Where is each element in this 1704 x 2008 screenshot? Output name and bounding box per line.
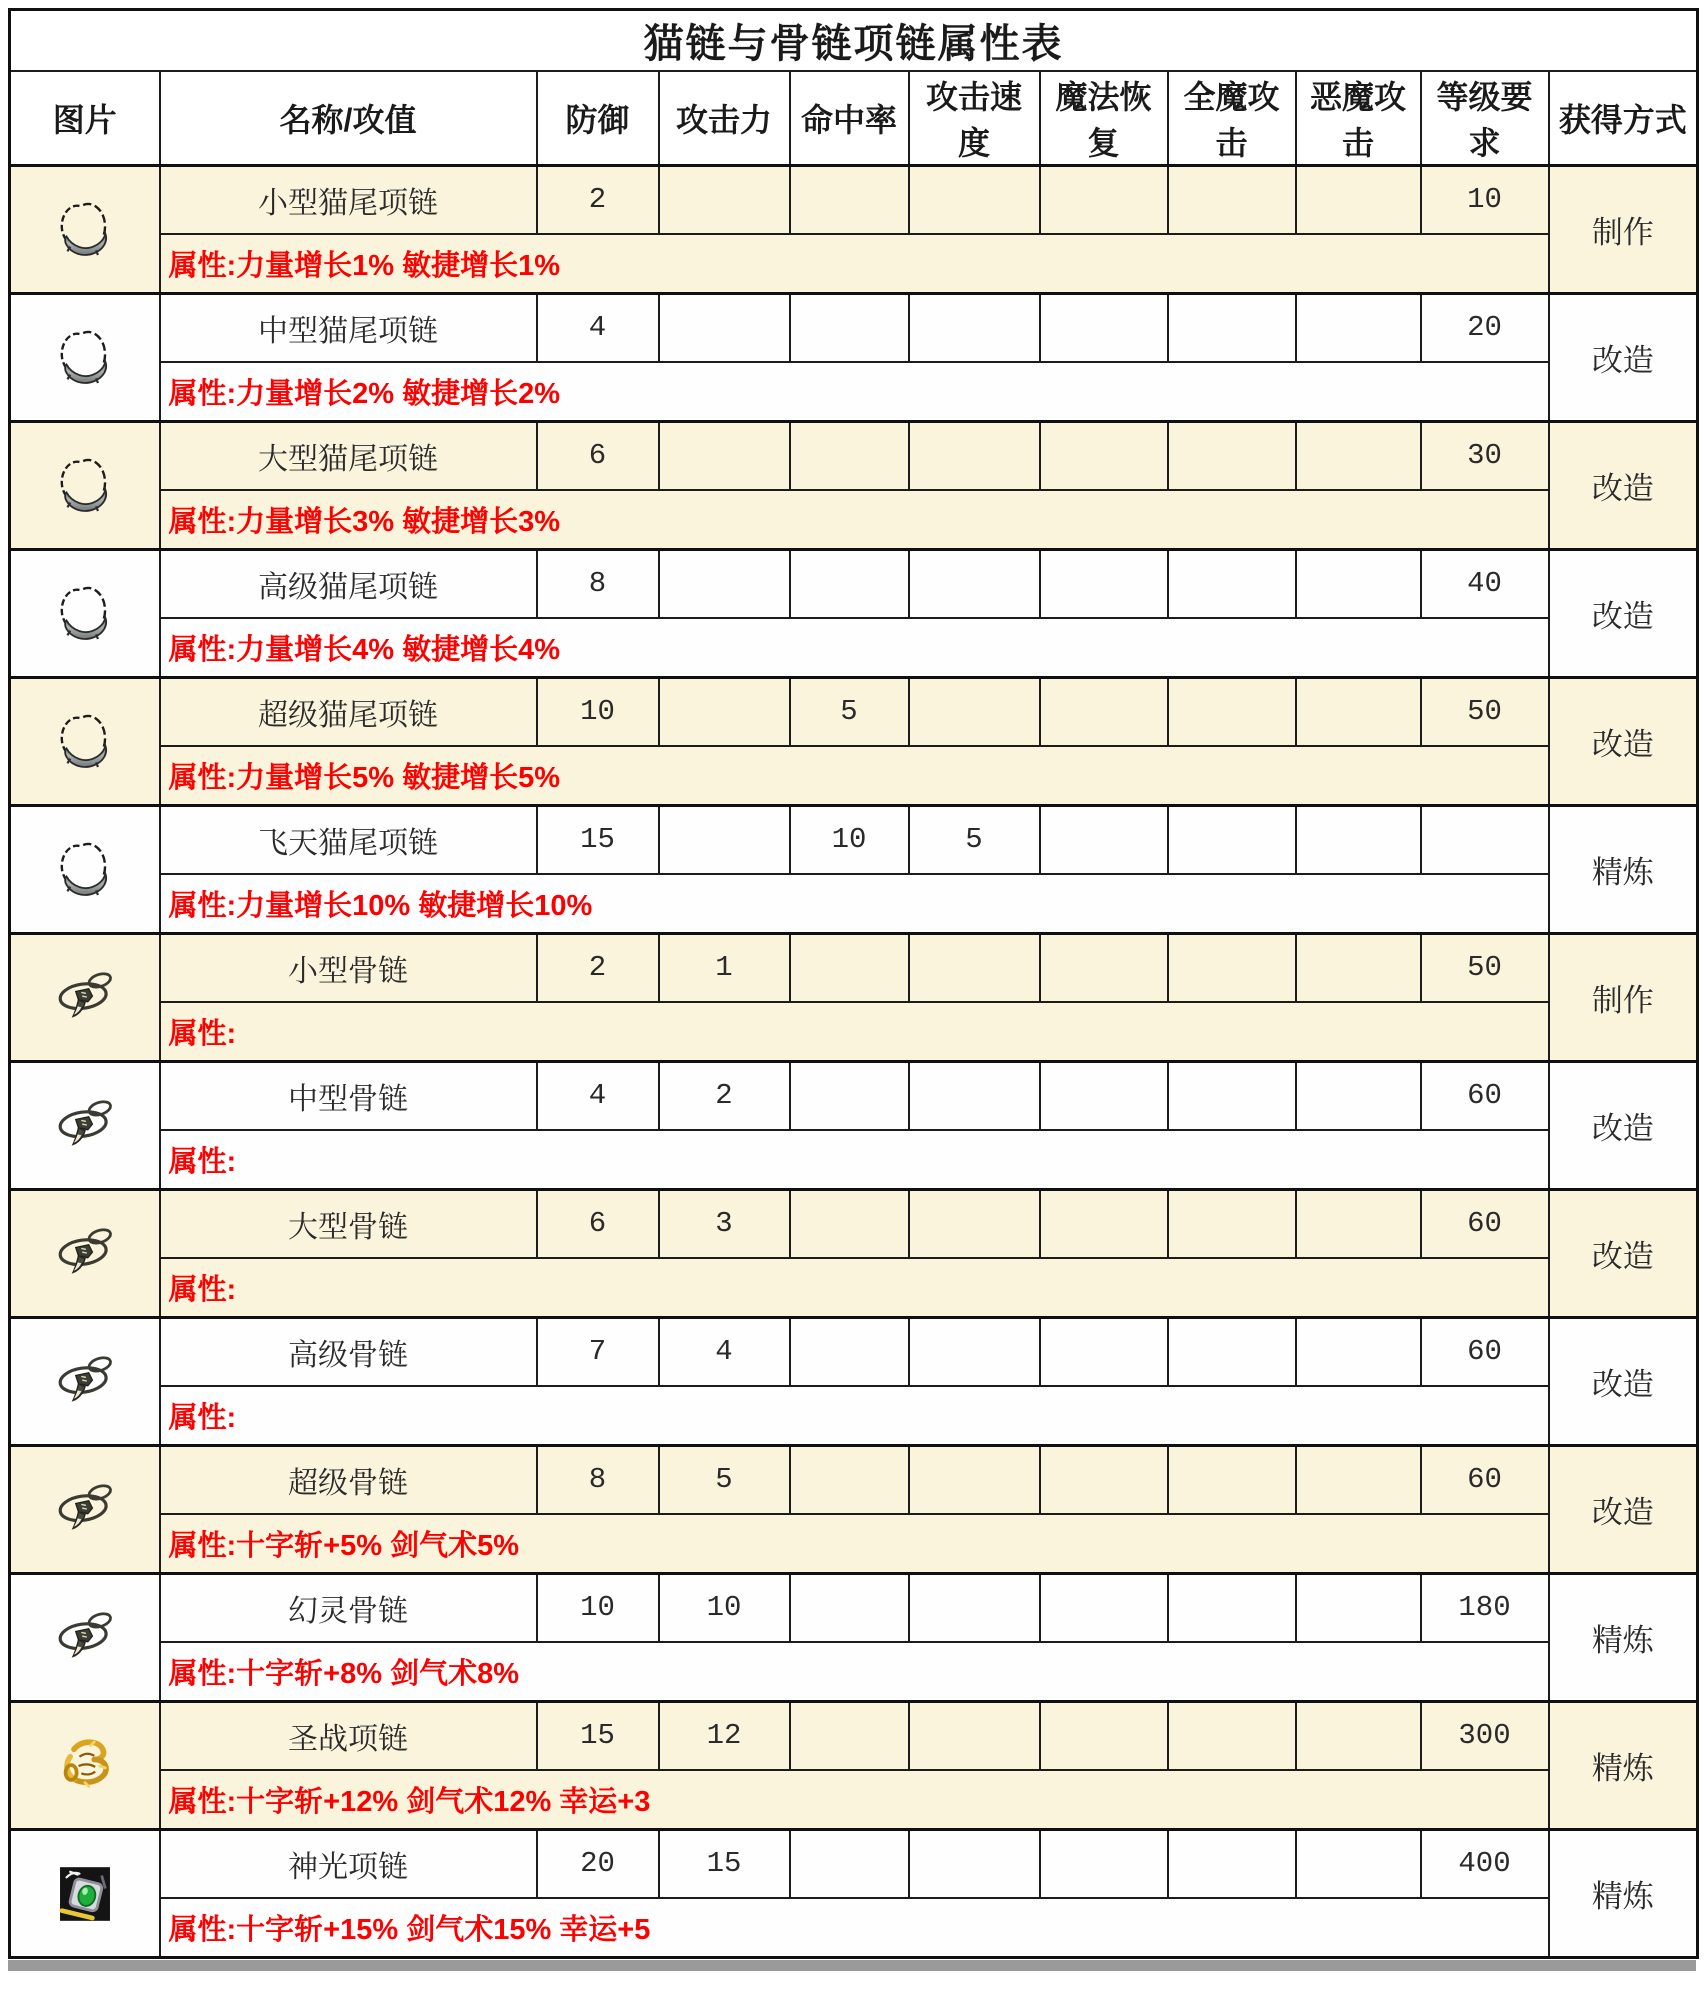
magic-recovery-value: [1040, 1446, 1168, 1514]
demon-attack-value: [1296, 1190, 1421, 1258]
item-icon-cell: [10, 678, 160, 806]
magic-recovery-value: [1040, 1702, 1168, 1770]
level-req-value: 40: [1421, 550, 1549, 618]
demon-attack-value: [1296, 1702, 1421, 1770]
item-attributes-row: [10, 1258, 1698, 1318]
defense-value: 15: [537, 806, 659, 874]
attack-value: 1: [659, 934, 790, 1002]
magic-recovery-value: [1040, 806, 1168, 874]
obtain-method: 改造: [1549, 550, 1698, 678]
full-magic-attack-value: [1168, 678, 1296, 746]
magic-recovery-value: [1040, 1830, 1168, 1898]
defense-value: 20: [537, 1830, 659, 1898]
col-header-level-req: 等级要求: [1421, 71, 1549, 166]
attack-value: [659, 166, 790, 234]
item-icon-cell: [10, 1318, 160, 1446]
attack-value: 10: [659, 1574, 790, 1642]
attack-speed-value: [909, 1318, 1040, 1386]
col-header-name: 名称/攻值: [160, 71, 537, 166]
level-req-value: 50: [1421, 934, 1549, 1002]
defense-value: 4: [537, 294, 659, 362]
cat-tail-necklace-icon: [48, 449, 122, 523]
hit-rate-value: [790, 1830, 909, 1898]
item-name: 大型骨链: [160, 1190, 537, 1258]
demon-attack-value: [1296, 934, 1421, 1002]
item-icon-cell: [10, 934, 160, 1062]
item-attributes: 属性:力量增长10% 敏捷增长10%: [160, 874, 1549, 934]
hit-rate-value: [790, 1062, 909, 1130]
item-attributes-row: [10, 1514, 1698, 1574]
item-attributes: 属性:: [160, 1258, 1549, 1318]
col-header-attack-speed: 攻击速度: [909, 71, 1040, 166]
bone-chain-icon: [48, 961, 122, 1035]
defense-value: 7: [537, 1318, 659, 1386]
level-req-value: 30: [1421, 422, 1549, 490]
title-row: [10, 10, 1698, 72]
attack-speed-value: [909, 1702, 1040, 1770]
item-attributes-row: [10, 1386, 1698, 1446]
demon-attack-value: [1296, 678, 1421, 746]
obtain-method: 精炼: [1549, 1702, 1698, 1830]
demon-attack-value: [1296, 1062, 1421, 1130]
magic-recovery-value: [1040, 934, 1168, 1002]
item-row: [10, 678, 1698, 746]
cat-tail-necklace-icon: [48, 705, 122, 779]
item-name: 中型骨链: [160, 1062, 537, 1130]
attack-speed-value: [909, 1062, 1040, 1130]
attack-speed-value: [909, 166, 1040, 234]
cat-tail-necklace-icon: [48, 833, 122, 907]
hit-rate-value: [790, 294, 909, 362]
attack-speed-value: [909, 294, 1040, 362]
hit-rate-value: [790, 166, 909, 234]
bone-chain-icon: [48, 1089, 122, 1163]
item-attributes: 属性:力量增长2% 敏捷增长2%: [160, 362, 1549, 422]
obtain-method: 改造: [1549, 678, 1698, 806]
level-req-value: 20: [1421, 294, 1549, 362]
item-name: 超级骨链: [160, 1446, 537, 1514]
level-req-value: 10: [1421, 166, 1549, 234]
item-attributes: 属性:: [160, 1002, 1549, 1062]
item-name: 小型骨链: [160, 934, 537, 1002]
col-header-image: 图片: [10, 71, 160, 166]
item-icon-cell: [10, 1062, 160, 1190]
item-name: 圣战项链: [160, 1702, 537, 1770]
bone-chain-icon: [48, 1217, 122, 1291]
demon-attack-value: [1296, 1574, 1421, 1642]
item-icon-cell: [10, 166, 160, 294]
item-row: [10, 294, 1698, 362]
attack-speed-value: [909, 1830, 1040, 1898]
magic-recovery-value: [1040, 422, 1168, 490]
cat-tail-necklace-icon: [48, 577, 122, 651]
magic-recovery-value: [1040, 1190, 1168, 1258]
defense-value: 2: [537, 934, 659, 1002]
obtain-method: 精炼: [1549, 806, 1698, 934]
attack-value: 15: [659, 1830, 790, 1898]
obtain-method: 改造: [1549, 1190, 1698, 1318]
cat-tail-necklace-icon: [48, 321, 122, 395]
item-attributes: 属性:十字斩+5% 剑气术5%: [160, 1514, 1549, 1574]
demon-attack-value: [1296, 1830, 1421, 1898]
hit-rate-value: [790, 422, 909, 490]
item-attributes-row: [10, 1002, 1698, 1062]
attack-value: 4: [659, 1318, 790, 1386]
attack-speed-value: [909, 934, 1040, 1002]
item-attributes: 属性:: [160, 1386, 1549, 1446]
bottom-edge-shadow: [8, 1960, 1696, 1971]
item-name: 飞天猫尾项链: [160, 806, 537, 874]
col-header-attack: 攻击力: [659, 71, 790, 166]
full-magic-attack-value: [1168, 1446, 1296, 1514]
cat-tail-necklace-icon: [48, 193, 122, 267]
col-header-demon-attack: 恶魔攻击: [1296, 71, 1421, 166]
full-magic-attack-value: [1168, 1830, 1296, 1898]
item-attributes-row: [10, 490, 1698, 550]
defense-value: 8: [537, 1446, 659, 1514]
attack-speed-value: [909, 1574, 1040, 1642]
hit-rate-value: 5: [790, 678, 909, 746]
item-attributes: 属性:力量增长4% 敏捷增长4%: [160, 618, 1549, 678]
attack-value: [659, 294, 790, 362]
full-magic-attack-value: [1168, 166, 1296, 234]
defense-value: 4: [537, 1062, 659, 1130]
bone-chain-icon: [48, 1473, 122, 1547]
obtain-method: 改造: [1549, 294, 1698, 422]
item-attributes-row: [10, 362, 1698, 422]
magic-recovery-value: [1040, 1062, 1168, 1130]
demon-attack-value: [1296, 166, 1421, 234]
item-row: [10, 1830, 1698, 1898]
level-req-value: 180: [1421, 1574, 1549, 1642]
hit-rate-value: [790, 1318, 909, 1386]
divine-light-necklace-icon: [48, 1857, 122, 1931]
hit-rate-value: [790, 934, 909, 1002]
col-header-full-magic-attack: 全魔攻击: [1168, 71, 1296, 166]
full-magic-attack-value: [1168, 1574, 1296, 1642]
attack-speed-value: [909, 1190, 1040, 1258]
item-attributes-row: [10, 746, 1698, 806]
hit-rate-value: 10: [790, 806, 909, 874]
full-magic-attack-value: [1168, 1702, 1296, 1770]
full-magic-attack-value: [1168, 1190, 1296, 1258]
item-name: 高级骨链: [160, 1318, 537, 1386]
level-req-value: 400: [1421, 1830, 1549, 1898]
magic-recovery-value: [1040, 1574, 1168, 1642]
item-attributes-row: [10, 874, 1698, 934]
hit-rate-value: [790, 1190, 909, 1258]
hit-rate-value: [790, 1574, 909, 1642]
item-icon-cell: [10, 550, 160, 678]
attack-speed-value: [909, 550, 1040, 618]
item-row: [10, 550, 1698, 618]
defense-value: 15: [537, 1702, 659, 1770]
obtain-method: 改造: [1549, 1446, 1698, 1574]
full-magic-attack-value: [1168, 806, 1296, 874]
item-name: 神光项链: [160, 1830, 537, 1898]
attack-value: 3: [659, 1190, 790, 1258]
obtain-method: 改造: [1549, 422, 1698, 550]
full-magic-attack-value: [1168, 550, 1296, 618]
item-row: [10, 1318, 1698, 1386]
attack-value: [659, 550, 790, 618]
item-name: 超级猫尾项链: [160, 678, 537, 746]
full-magic-attack-value: [1168, 1318, 1296, 1386]
col-header-hit-rate: 命中率: [790, 71, 909, 166]
col-header-magic-recovery: 魔法恢复: [1040, 71, 1168, 166]
item-attributes-row: [10, 1770, 1698, 1830]
necklace-attribute-table: [8, 8, 1699, 1959]
level-req-value: 60: [1421, 1318, 1549, 1386]
level-req-value: 60: [1421, 1062, 1549, 1130]
item-row: [10, 806, 1698, 874]
full-magic-attack-value: [1168, 1062, 1296, 1130]
attack-value: [659, 806, 790, 874]
item-icon-cell: [10, 1702, 160, 1830]
item-name: 高级猫尾项链: [160, 550, 537, 618]
item-icon-cell: [10, 1190, 160, 1318]
magic-recovery-value: [1040, 166, 1168, 234]
attack-speed-value: [909, 678, 1040, 746]
col-header-defense: 防御: [537, 71, 659, 166]
attack-value: 12: [659, 1702, 790, 1770]
item-name: 幻灵骨链: [160, 1574, 537, 1642]
item-row: [10, 1574, 1698, 1642]
item-name: 大型猫尾项链: [160, 422, 537, 490]
defense-value: 10: [537, 1574, 659, 1642]
obtain-method: 精炼: [1549, 1574, 1698, 1702]
obtain-method: 制作: [1549, 166, 1698, 294]
item-attributes-row: [10, 1898, 1698, 1958]
full-magic-attack-value: [1168, 294, 1296, 362]
item-icon-cell: [10, 1830, 160, 1958]
magic-recovery-value: [1040, 294, 1168, 362]
item-attributes: 属性:十字斩+15% 剑气术15% 幸运+5: [160, 1898, 1549, 1958]
attack-speed-value: [909, 1446, 1040, 1514]
attack-value: 2: [659, 1062, 790, 1130]
obtain-method: 改造: [1549, 1062, 1698, 1190]
attack-speed-value: 5: [909, 806, 1040, 874]
item-row: [10, 1062, 1698, 1130]
item-row: [10, 166, 1698, 234]
magic-recovery-value: [1040, 678, 1168, 746]
level-req-value: [1421, 806, 1549, 874]
defense-value: 8: [537, 550, 659, 618]
page-title: 猫链与骨链项链属性表: [10, 10, 1698, 72]
defense-value: 6: [537, 422, 659, 490]
header-row: [10, 71, 1698, 166]
attack-speed-value: [909, 422, 1040, 490]
item-attributes: 属性:力量增长3% 敏捷增长3%: [160, 490, 1549, 550]
item-attributes-row: [10, 1130, 1698, 1190]
item-row: [10, 422, 1698, 490]
level-req-value: 60: [1421, 1190, 1549, 1258]
hit-rate-value: [790, 550, 909, 618]
item-attributes-row: [10, 1642, 1698, 1702]
demon-attack-value: [1296, 806, 1421, 874]
item-attributes: 属性:力量增长5% 敏捷增长5%: [160, 746, 1549, 806]
item-icon-cell: [10, 1574, 160, 1702]
obtain-method: 改造: [1549, 1318, 1698, 1446]
defense-value: 2: [537, 166, 659, 234]
magic-recovery-value: [1040, 550, 1168, 618]
col-header-obtain-method: 获得方式: [1549, 71, 1698, 166]
item-row: [10, 934, 1698, 1002]
magic-recovery-value: [1040, 1318, 1168, 1386]
item-row: [10, 1190, 1698, 1258]
item-name: 中型猫尾项链: [160, 294, 537, 362]
item-name: 小型猫尾项链: [160, 166, 537, 234]
attack-value: [659, 422, 790, 490]
full-magic-attack-value: [1168, 934, 1296, 1002]
item-attributes: 属性:力量增长1% 敏捷增长1%: [160, 234, 1549, 294]
item-row: [10, 1702, 1698, 1770]
level-req-value: 50: [1421, 678, 1549, 746]
item-icon-cell: [10, 294, 160, 422]
item-icon-cell: [10, 806, 160, 934]
attack-value: [659, 678, 790, 746]
defense-value: 10: [537, 678, 659, 746]
item-attributes: 属性:: [160, 1130, 1549, 1190]
item-icon-cell: [10, 422, 160, 550]
item-attributes-row: [10, 618, 1698, 678]
demon-attack-value: [1296, 294, 1421, 362]
hit-rate-value: [790, 1702, 909, 1770]
level-req-value: 60: [1421, 1446, 1549, 1514]
item-row: [10, 1446, 1698, 1514]
bone-chain-icon: [48, 1345, 122, 1419]
item-icon-cell: [10, 1446, 160, 1574]
hit-rate-value: [790, 1446, 909, 1514]
demon-attack-value: [1296, 1446, 1421, 1514]
demon-attack-value: [1296, 550, 1421, 618]
defense-value: 6: [537, 1190, 659, 1258]
level-req-value: 300: [1421, 1702, 1549, 1770]
demon-attack-value: [1296, 1318, 1421, 1386]
obtain-method: 精炼: [1549, 1830, 1698, 1958]
attack-value: 5: [659, 1446, 790, 1514]
item-attributes-row: [10, 234, 1698, 294]
demon-attack-value: [1296, 422, 1421, 490]
item-attributes: 属性:十字斩+12% 剑气术12% 幸运+3: [160, 1770, 1549, 1830]
obtain-method: 制作: [1549, 934, 1698, 1062]
item-attributes: 属性:十字斩+8% 剑气术8%: [160, 1642, 1549, 1702]
full-magic-attack-value: [1168, 422, 1296, 490]
holy-war-necklace-icon: [48, 1729, 122, 1803]
bone-chain-icon: [48, 1601, 122, 1675]
